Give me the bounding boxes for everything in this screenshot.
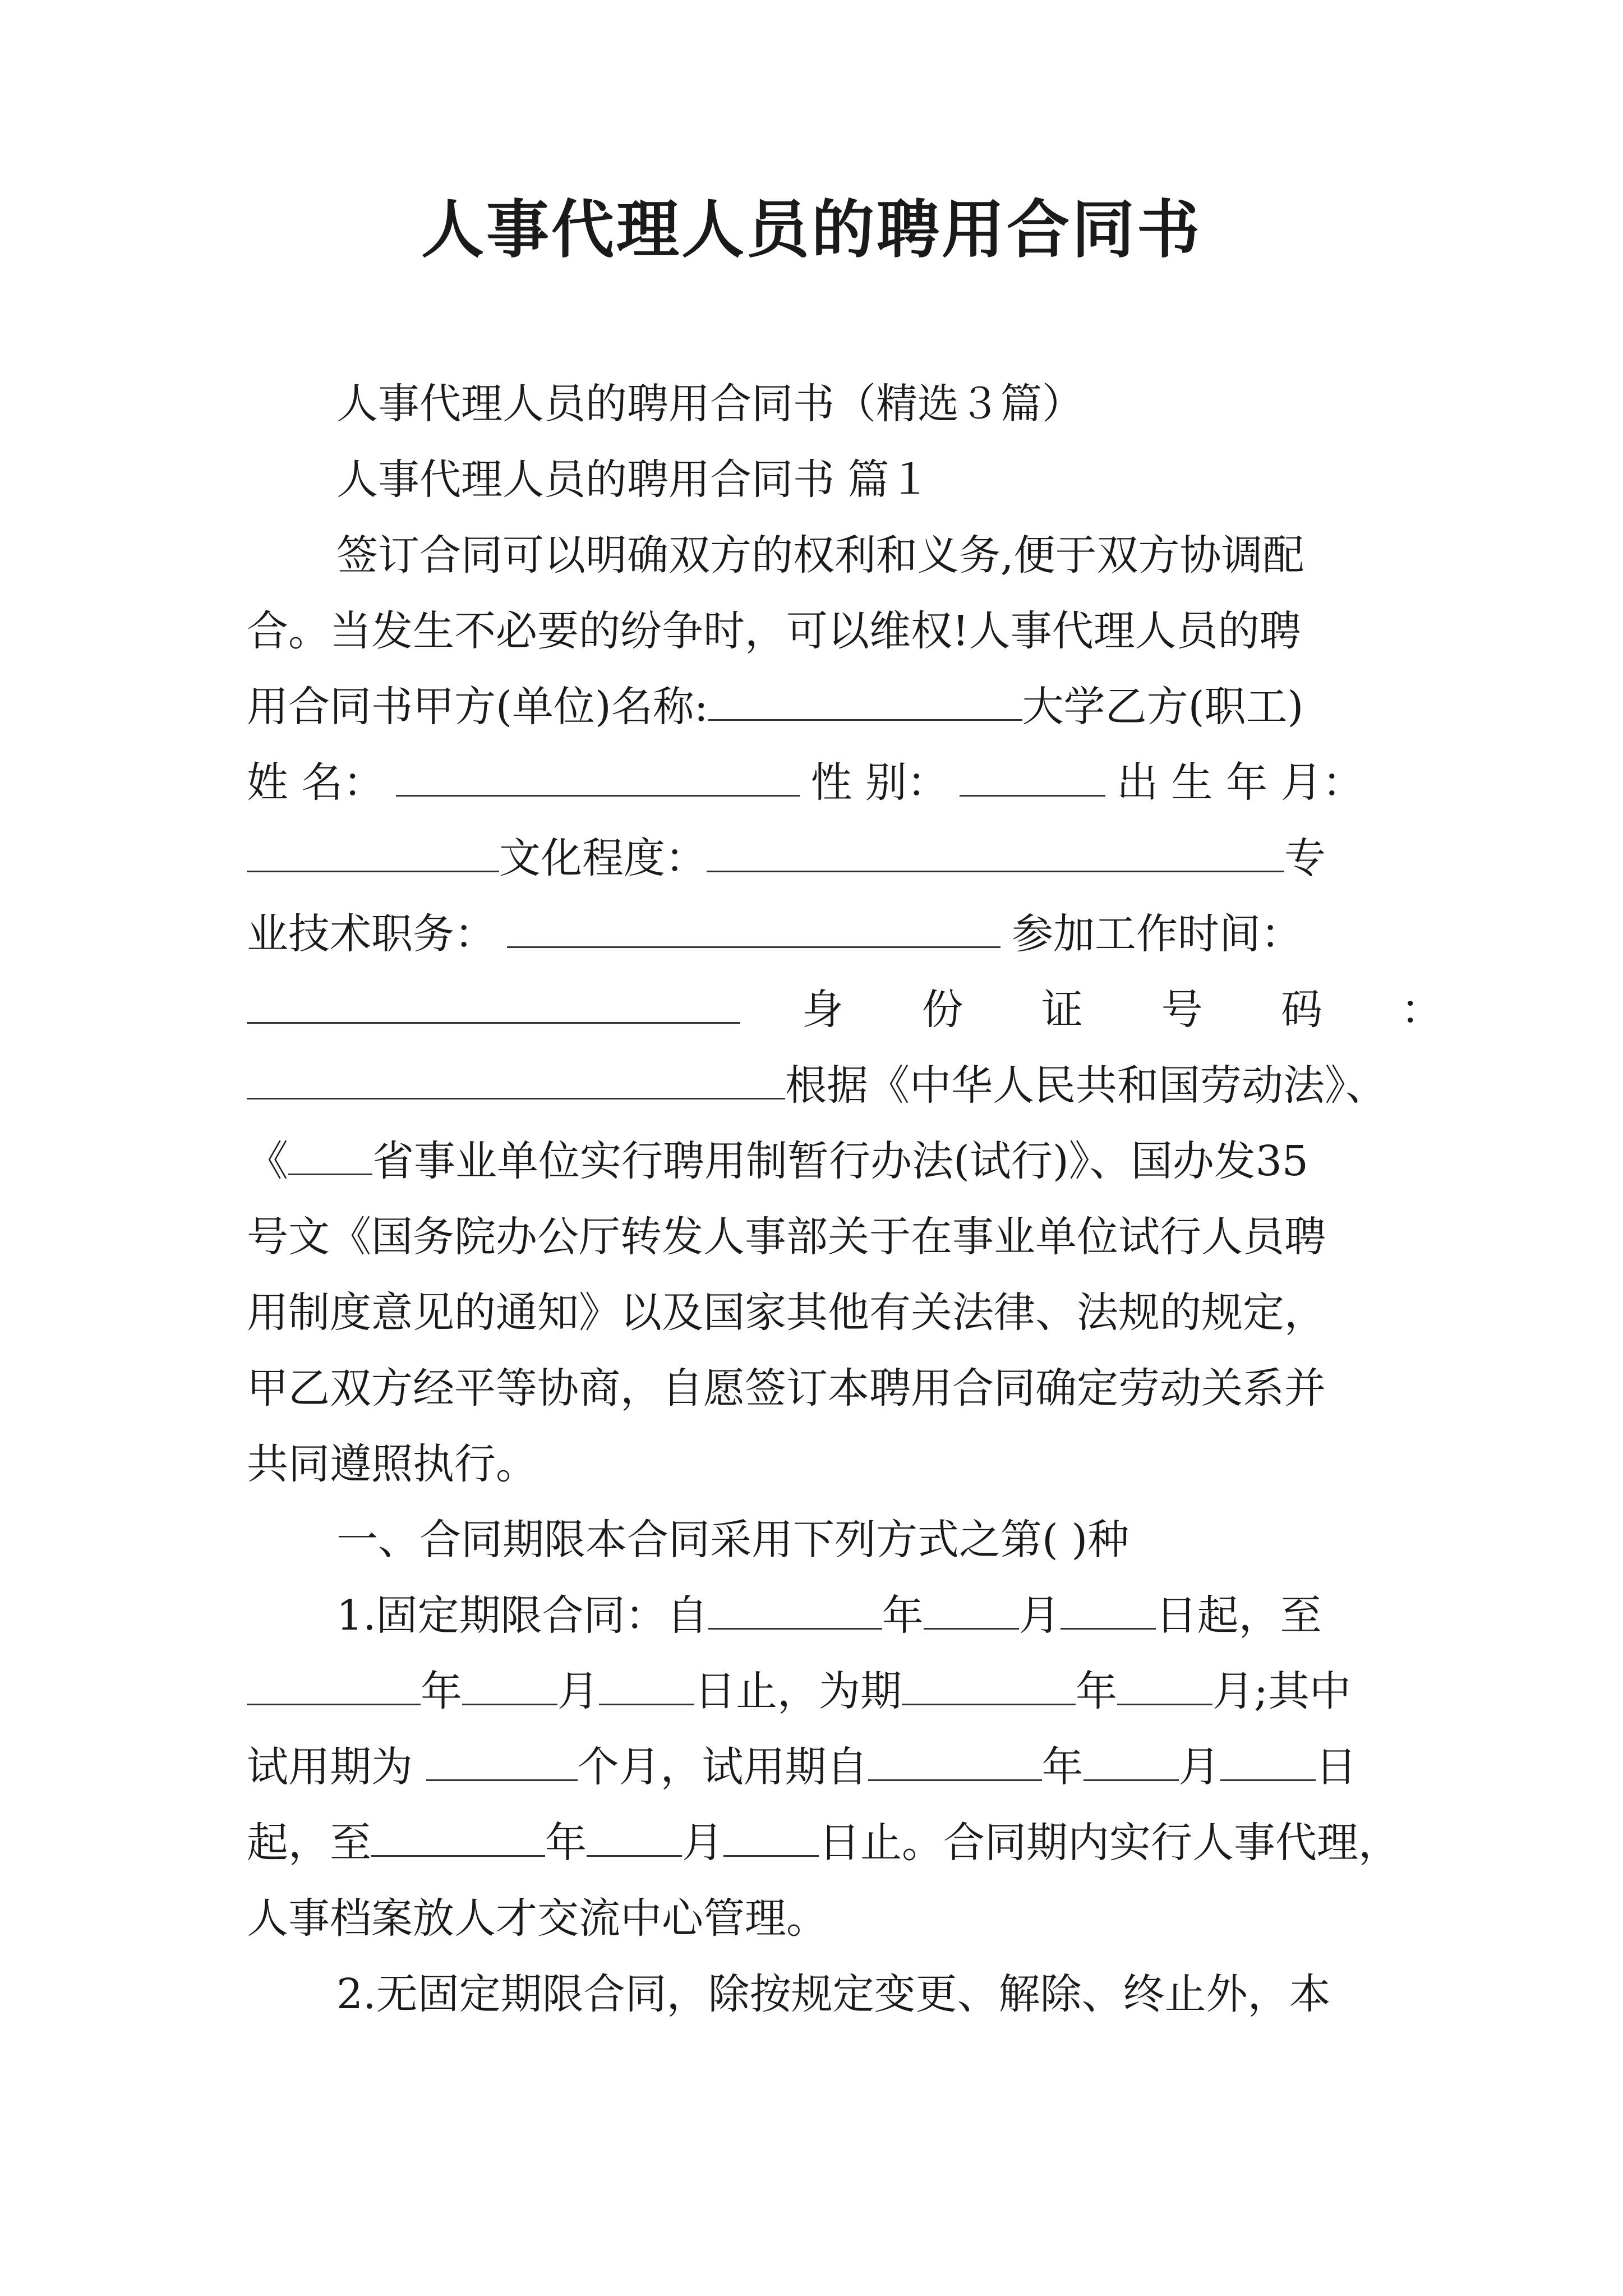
text: 起，至 [247,1819,371,1867]
paragraph-line [247,1890,828,1947]
blank-field-year[interactable] [247,1664,421,1705]
text: 年 [1076,1667,1117,1715]
text: 个月，试用期自 [577,1743,868,1791]
blank-field-day[interactable] [1061,1589,1156,1630]
paragraph-line [247,527,1304,583]
text: 月 [557,1667,599,1715]
blank-field-work-start[interactable] [247,983,740,1024]
text: 号文《国务院办公厅转发人事部关于在事业单位试行人员聘 [247,1213,1326,1261]
text: 1.固定期限合同：自 [336,1591,708,1640]
text: 省事业单位实行聘用制暂行办法(试行)》、国办发35 [372,1137,1308,1185]
document-title: 人事代理人员的聘用合同书 [421,193,1202,266]
text: 合。当发生不必要的纷争时，可以维权!人事代理人员的聘 [247,607,1301,655]
blank-field-name[interactable] [396,756,800,797]
blank-field-month[interactable] [924,1589,1019,1630]
text: 身 份 证 号 码 ： [802,986,1475,1034]
paragraph-line [247,1815,1400,1871]
text: 月 [682,1819,723,1867]
paragraph-line [247,906,1302,962]
paragraph-line [247,1285,1326,1341]
text: 根据《中华人民共和国劳动法》、 [785,1061,1387,1110]
blank-field-probation-months[interactable] [426,1740,578,1781]
blank-field-province[interactable] [288,1134,372,1175]
text: 年 [545,1819,587,1867]
blank-field-education[interactable] [707,831,1284,872]
text: 出 生 年 月： [1117,758,1364,807]
subtitle: 人事代理人员的聘用合同书（精选３篇） [336,380,1083,428]
paragraph-line [247,1966,1331,2022]
paragraph-line [247,376,1083,432]
paragraph-line [247,1360,1326,1416]
paragraph-line [247,1436,537,1492]
text: 参加工作时间： [1012,910,1302,958]
blank-field-id-number[interactable] [247,1059,785,1099]
blank-field-day[interactable] [599,1664,694,1705]
text: 大学乙方(职工) [1022,683,1304,731]
paragraph-line [247,603,1301,659]
blank-field-birthdate[interactable] [247,831,499,872]
text: 月;其中 [1212,1667,1351,1715]
text: 用合同书甲方(单位)名称: [247,683,708,731]
blank-field-professional-title[interactable] [507,907,1000,948]
blank-field-year[interactable] [868,1740,1042,1781]
blank-field-day[interactable] [723,1816,819,1857]
blank-field-year[interactable] [371,1816,545,1857]
paragraph-line [247,1209,1326,1265]
text: 签订合同可以明确双方的权利和义务,便于双方协调配 [336,531,1304,579]
text: 日止，为期 [694,1667,902,1715]
paragraph-line [247,679,1303,735]
paragraph-line [247,1057,1387,1114]
text: 月 [1018,1591,1061,1640]
paragraph-line [247,1739,1357,1795]
paragraph-line [247,1512,1129,1568]
blank-field-gender[interactable] [960,756,1105,797]
paragraph-line [247,452,931,508]
blank-field-day[interactable] [1220,1740,1316,1781]
text: 月 [1178,1743,1220,1791]
text: 用制度意见的通知》以及国家其他有关法律、法规的规定， [247,1289,1326,1337]
text: 业技术职务： [247,910,496,958]
text: 《 [247,1137,288,1185]
text: 2.无固定期限合同，除按规定变更、解除、终止外，本 [336,1970,1331,2018]
text: 年 [1041,1743,1083,1791]
blank-field-employer[interactable] [708,680,1022,721]
text: 文化程度： [499,834,707,882]
text: 性 别： [810,758,949,807]
section-heading: 一、合同期限本合同采用下列方式之第( )种 [336,1516,1129,1564]
text: 专 [1284,834,1326,882]
blank-field-year[interactable] [708,1589,882,1630]
text: 日止。合同期内实行人事代理， [819,1819,1400,1867]
paragraph-line [247,830,1326,886]
text: 年 [882,1591,924,1640]
text: 日 [1315,1743,1357,1791]
blank-field-month[interactable] [462,1664,557,1705]
blank-field-duration-months[interactable] [1117,1664,1212,1705]
text: 人事档案放人才交流中心管理。 [247,1894,828,1943]
paragraph-line [247,1588,1322,1644]
text: 试用期为 [247,1743,426,1791]
paragraph-line [247,1133,1308,1189]
blank-field-month[interactable] [587,1816,682,1857]
paragraph-line [247,1663,1351,1719]
text: 甲乙双方经平等协商，自愿签订本聘用合同确定劳动关系并 [247,1364,1326,1412]
blank-field-duration-years[interactable] [902,1664,1076,1705]
text: 姓 名： [247,758,385,807]
paragraph-line [247,982,1475,1038]
text: 年 [421,1667,462,1715]
text: 共同遵照执行。 [247,1440,537,1488]
text: 日起，至 [1155,1591,1322,1640]
blank-field-month[interactable] [1083,1740,1179,1781]
paragraph-line [247,754,1364,811]
section-heading: 人事代理人员的聘用合同书 篇１ [336,455,931,504]
